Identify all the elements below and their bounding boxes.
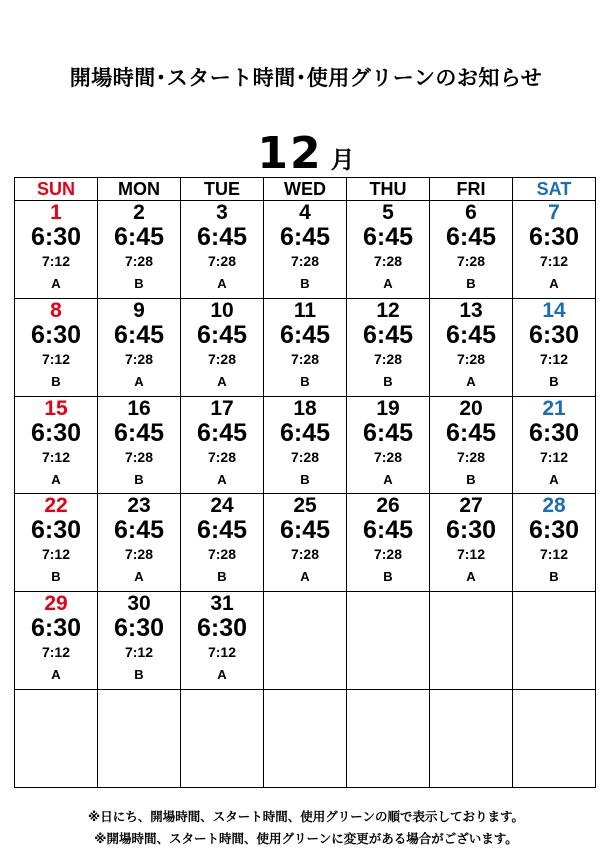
day-cell — [181, 396, 264, 494]
start-time: 7:12 — [539, 253, 569, 269]
green-label: A — [134, 373, 144, 389]
start-time: 7:12 — [207, 644, 237, 661]
green-label: A — [51, 276, 61, 291]
green-label: B — [383, 569, 393, 585]
open-time: 6:45 — [362, 516, 414, 545]
day-number: 7 — [548, 201, 560, 224]
start-time: 7:28 — [207, 546, 237, 563]
empty-day-cell — [430, 690, 513, 788]
day-cell — [430, 396, 513, 494]
month-number: 12 — [257, 128, 323, 179]
day-number: 29 — [44, 592, 68, 616]
empty-day-cell — [264, 690, 347, 788]
day-number: 22 — [44, 494, 68, 518]
empty-day-cell — [181, 690, 264, 788]
open-time: 6:45 — [196, 223, 248, 251]
day-cell — [181, 494, 264, 592]
open-time: 6:30 — [528, 223, 580, 251]
day-cell — [15, 396, 98, 494]
day-cell — [513, 201, 596, 299]
day-number: 25 — [293, 494, 317, 518]
day-number: 18 — [293, 396, 317, 420]
day-number: 11 — [293, 298, 317, 322]
start-time: 7:12 — [539, 350, 569, 367]
note-line: ※開場時間、スタート時間、使用グリーンに変更がある場合がございます。 — [94, 831, 518, 846]
start-time: 7:12 — [124, 644, 154, 661]
open-time: 6:30 — [30, 614, 82, 643]
empty-day-cell — [513, 690, 596, 788]
weekday-fri: FRI — [430, 178, 513, 201]
start-time: 7:12 — [41, 644, 71, 661]
start-time: 7:28 — [290, 350, 320, 367]
week-row — [15, 201, 596, 299]
green-label: A — [549, 471, 559, 487]
open-time: 6:30 — [30, 516, 82, 545]
day-cell — [513, 396, 596, 494]
day-cell — [98, 592, 181, 690]
open-time: 6:45 — [279, 516, 331, 545]
start-time: 7:28 — [124, 253, 154, 269]
day-cell — [181, 298, 264, 396]
start-time: 7:28 — [373, 546, 403, 563]
day-number: 2 — [133, 201, 145, 224]
green-label: A — [217, 667, 227, 683]
empty-day-cell — [347, 690, 430, 788]
open-time: 6:45 — [196, 320, 248, 349]
green-label: A — [217, 276, 227, 291]
green-label: A — [383, 276, 393, 291]
open-time: 6:30 — [196, 614, 248, 643]
day-cell — [15, 201, 98, 299]
weekday-header-row — [15, 178, 596, 201]
start-time: 7:28 — [124, 350, 154, 367]
start-time: 7:12 — [41, 546, 71, 563]
green-label: B — [134, 276, 144, 291]
start-time: 7:12 — [41, 448, 71, 465]
day-cell — [513, 494, 596, 592]
weekday-sat: SAT — [513, 178, 596, 201]
open-time: 6:30 — [30, 418, 82, 447]
open-time: 6:30 — [30, 320, 82, 349]
start-time: 7:28 — [207, 350, 237, 367]
green-label: A — [217, 373, 227, 389]
green-label: A — [51, 471, 61, 487]
day-number: 23 — [127, 494, 151, 518]
green-label: A — [51, 667, 61, 683]
calendar-table — [14, 177, 596, 788]
start-time: 7:28 — [290, 448, 320, 465]
open-time: 6:45 — [196, 516, 248, 545]
weekday-wed: WED — [264, 178, 347, 201]
green-label: B — [300, 373, 310, 389]
day-cell — [347, 494, 430, 592]
day-cell — [98, 298, 181, 396]
empty-day-cell — [15, 690, 98, 788]
week-row — [15, 298, 596, 396]
day-number: 27 — [459, 494, 483, 518]
day-number: 10 — [210, 298, 234, 322]
open-time: 6:30 — [30, 223, 82, 251]
green-label: B — [300, 471, 310, 487]
day-cell — [347, 201, 430, 299]
green-label: A — [466, 373, 476, 389]
day-cell — [264, 494, 347, 592]
day-number: 17 — [210, 396, 234, 420]
empty-day-cell — [264, 592, 347, 690]
day-cell — [15, 298, 98, 396]
start-time: 7:28 — [456, 448, 486, 465]
open-time: 6:30 — [528, 516, 580, 545]
day-number: 12 — [376, 298, 400, 322]
page-title: 開場時間･スタート時間･使用グリーンのお知らせ — [69, 66, 543, 90]
start-time: 7:12 — [41, 350, 71, 367]
open-time: 6:45 — [113, 418, 165, 447]
day-cell — [181, 592, 264, 690]
day-cell — [15, 494, 98, 592]
weekday-sun: SUN — [15, 178, 98, 201]
day-cell — [430, 201, 513, 299]
start-time: 7:28 — [373, 253, 403, 269]
day-number: 8 — [50, 298, 62, 322]
green-label: B — [217, 569, 227, 585]
week-row — [15, 494, 596, 592]
green-label: A — [217, 471, 227, 487]
green-label: B — [549, 373, 559, 389]
day-number: 19 — [376, 396, 400, 420]
day-number: 24 — [210, 494, 234, 518]
green-label: B — [134, 667, 144, 683]
day-cell — [347, 396, 430, 494]
weekday-tue: TUE — [181, 178, 264, 201]
week-row — [15, 690, 596, 788]
open-time: 6:45 — [279, 223, 331, 251]
green-label: B — [383, 373, 393, 389]
day-number: 14 — [542, 298, 566, 322]
green-label: B — [51, 373, 61, 389]
green-label: A — [300, 569, 310, 585]
open-time: 6:45 — [362, 320, 414, 349]
green-label: B — [300, 276, 310, 291]
start-time: 7:28 — [456, 350, 486, 367]
day-number: 6 — [465, 201, 477, 224]
green-label: A — [383, 471, 393, 487]
open-time: 6:45 — [196, 418, 248, 447]
open-time: 6:30 — [445, 516, 497, 545]
day-cell — [181, 201, 264, 299]
weekday-thu: THU — [347, 178, 430, 201]
start-time: 7:12 — [539, 546, 569, 563]
day-cell — [264, 201, 347, 299]
start-time: 7:12 — [456, 546, 486, 563]
day-cell — [15, 592, 98, 690]
empty-day-cell — [347, 592, 430, 690]
day-number: 13 — [459, 298, 483, 322]
open-time: 6:30 — [528, 418, 580, 447]
green-label: B — [134, 471, 144, 487]
day-cell — [98, 201, 181, 299]
start-time: 7:28 — [290, 253, 320, 269]
day-number: 26 — [376, 494, 400, 518]
day-cell — [430, 494, 513, 592]
open-time: 6:30 — [528, 320, 580, 349]
day-number: 9 — [133, 298, 145, 322]
green-label: B — [466, 471, 476, 487]
week-row — [15, 592, 596, 690]
day-cell — [347, 298, 430, 396]
open-time: 6:45 — [445, 418, 497, 447]
day-number: 3 — [216, 201, 228, 224]
day-cell — [430, 298, 513, 396]
start-time: 7:28 — [290, 546, 320, 563]
day-cell — [513, 298, 596, 396]
day-cell — [264, 396, 347, 494]
month-heading — [0, 128, 612, 179]
calendar-body — [15, 201, 596, 788]
start-time: 7:28 — [373, 350, 403, 367]
day-number: 4 — [299, 201, 311, 224]
empty-day-cell — [98, 690, 181, 788]
open-time: 6:45 — [279, 418, 331, 447]
day-number: 16 — [127, 396, 151, 420]
open-time: 6:45 — [362, 223, 414, 251]
open-time: 6:45 — [445, 223, 497, 251]
start-time: 7:28 — [456, 253, 486, 269]
day-number: 28 — [542, 494, 566, 518]
weekday-mon: MON — [98, 178, 181, 201]
day-cell — [98, 396, 181, 494]
week-row — [15, 396, 596, 494]
day-number: 15 — [44, 396, 68, 420]
green-label: A — [466, 569, 476, 585]
day-number: 5 — [382, 201, 394, 224]
note-line: ※日にち、開場時間、スタート時間、使用グリーンの順で表示しております。 — [88, 809, 524, 824]
month-unit: 月 — [330, 146, 355, 174]
day-number: 30 — [127, 592, 151, 616]
open-time: 6:45 — [113, 516, 165, 545]
notes — [0, 806, 612, 850]
day-cell — [98, 494, 181, 592]
day-number: 20 — [459, 396, 483, 420]
green-label: B — [466, 276, 476, 291]
green-label: A — [549, 276, 559, 291]
start-time: 7:28 — [124, 546, 154, 563]
day-number: 21 — [542, 396, 566, 420]
green-label: B — [549, 569, 559, 585]
start-time: 7:12 — [539, 448, 569, 465]
start-time: 7:28 — [207, 448, 237, 465]
start-time: 7:28 — [373, 448, 403, 465]
day-cell — [264, 298, 347, 396]
start-time: 7:28 — [124, 448, 154, 465]
open-time: 6:45 — [362, 418, 414, 447]
open-time: 6:30 — [113, 614, 165, 643]
start-time: 7:28 — [207, 253, 237, 269]
open-time: 6:45 — [445, 320, 497, 349]
green-label: A — [134, 569, 144, 585]
open-time: 6:45 — [113, 223, 165, 251]
day-number: 1 — [50, 201, 62, 224]
open-time: 6:45 — [113, 320, 165, 349]
empty-day-cell — [513, 592, 596, 690]
start-time: 7:12 — [41, 253, 71, 269]
open-time: 6:45 — [279, 320, 331, 349]
day-number: 31 — [210, 592, 234, 616]
empty-day-cell — [430, 592, 513, 690]
green-label: B — [51, 569, 61, 585]
